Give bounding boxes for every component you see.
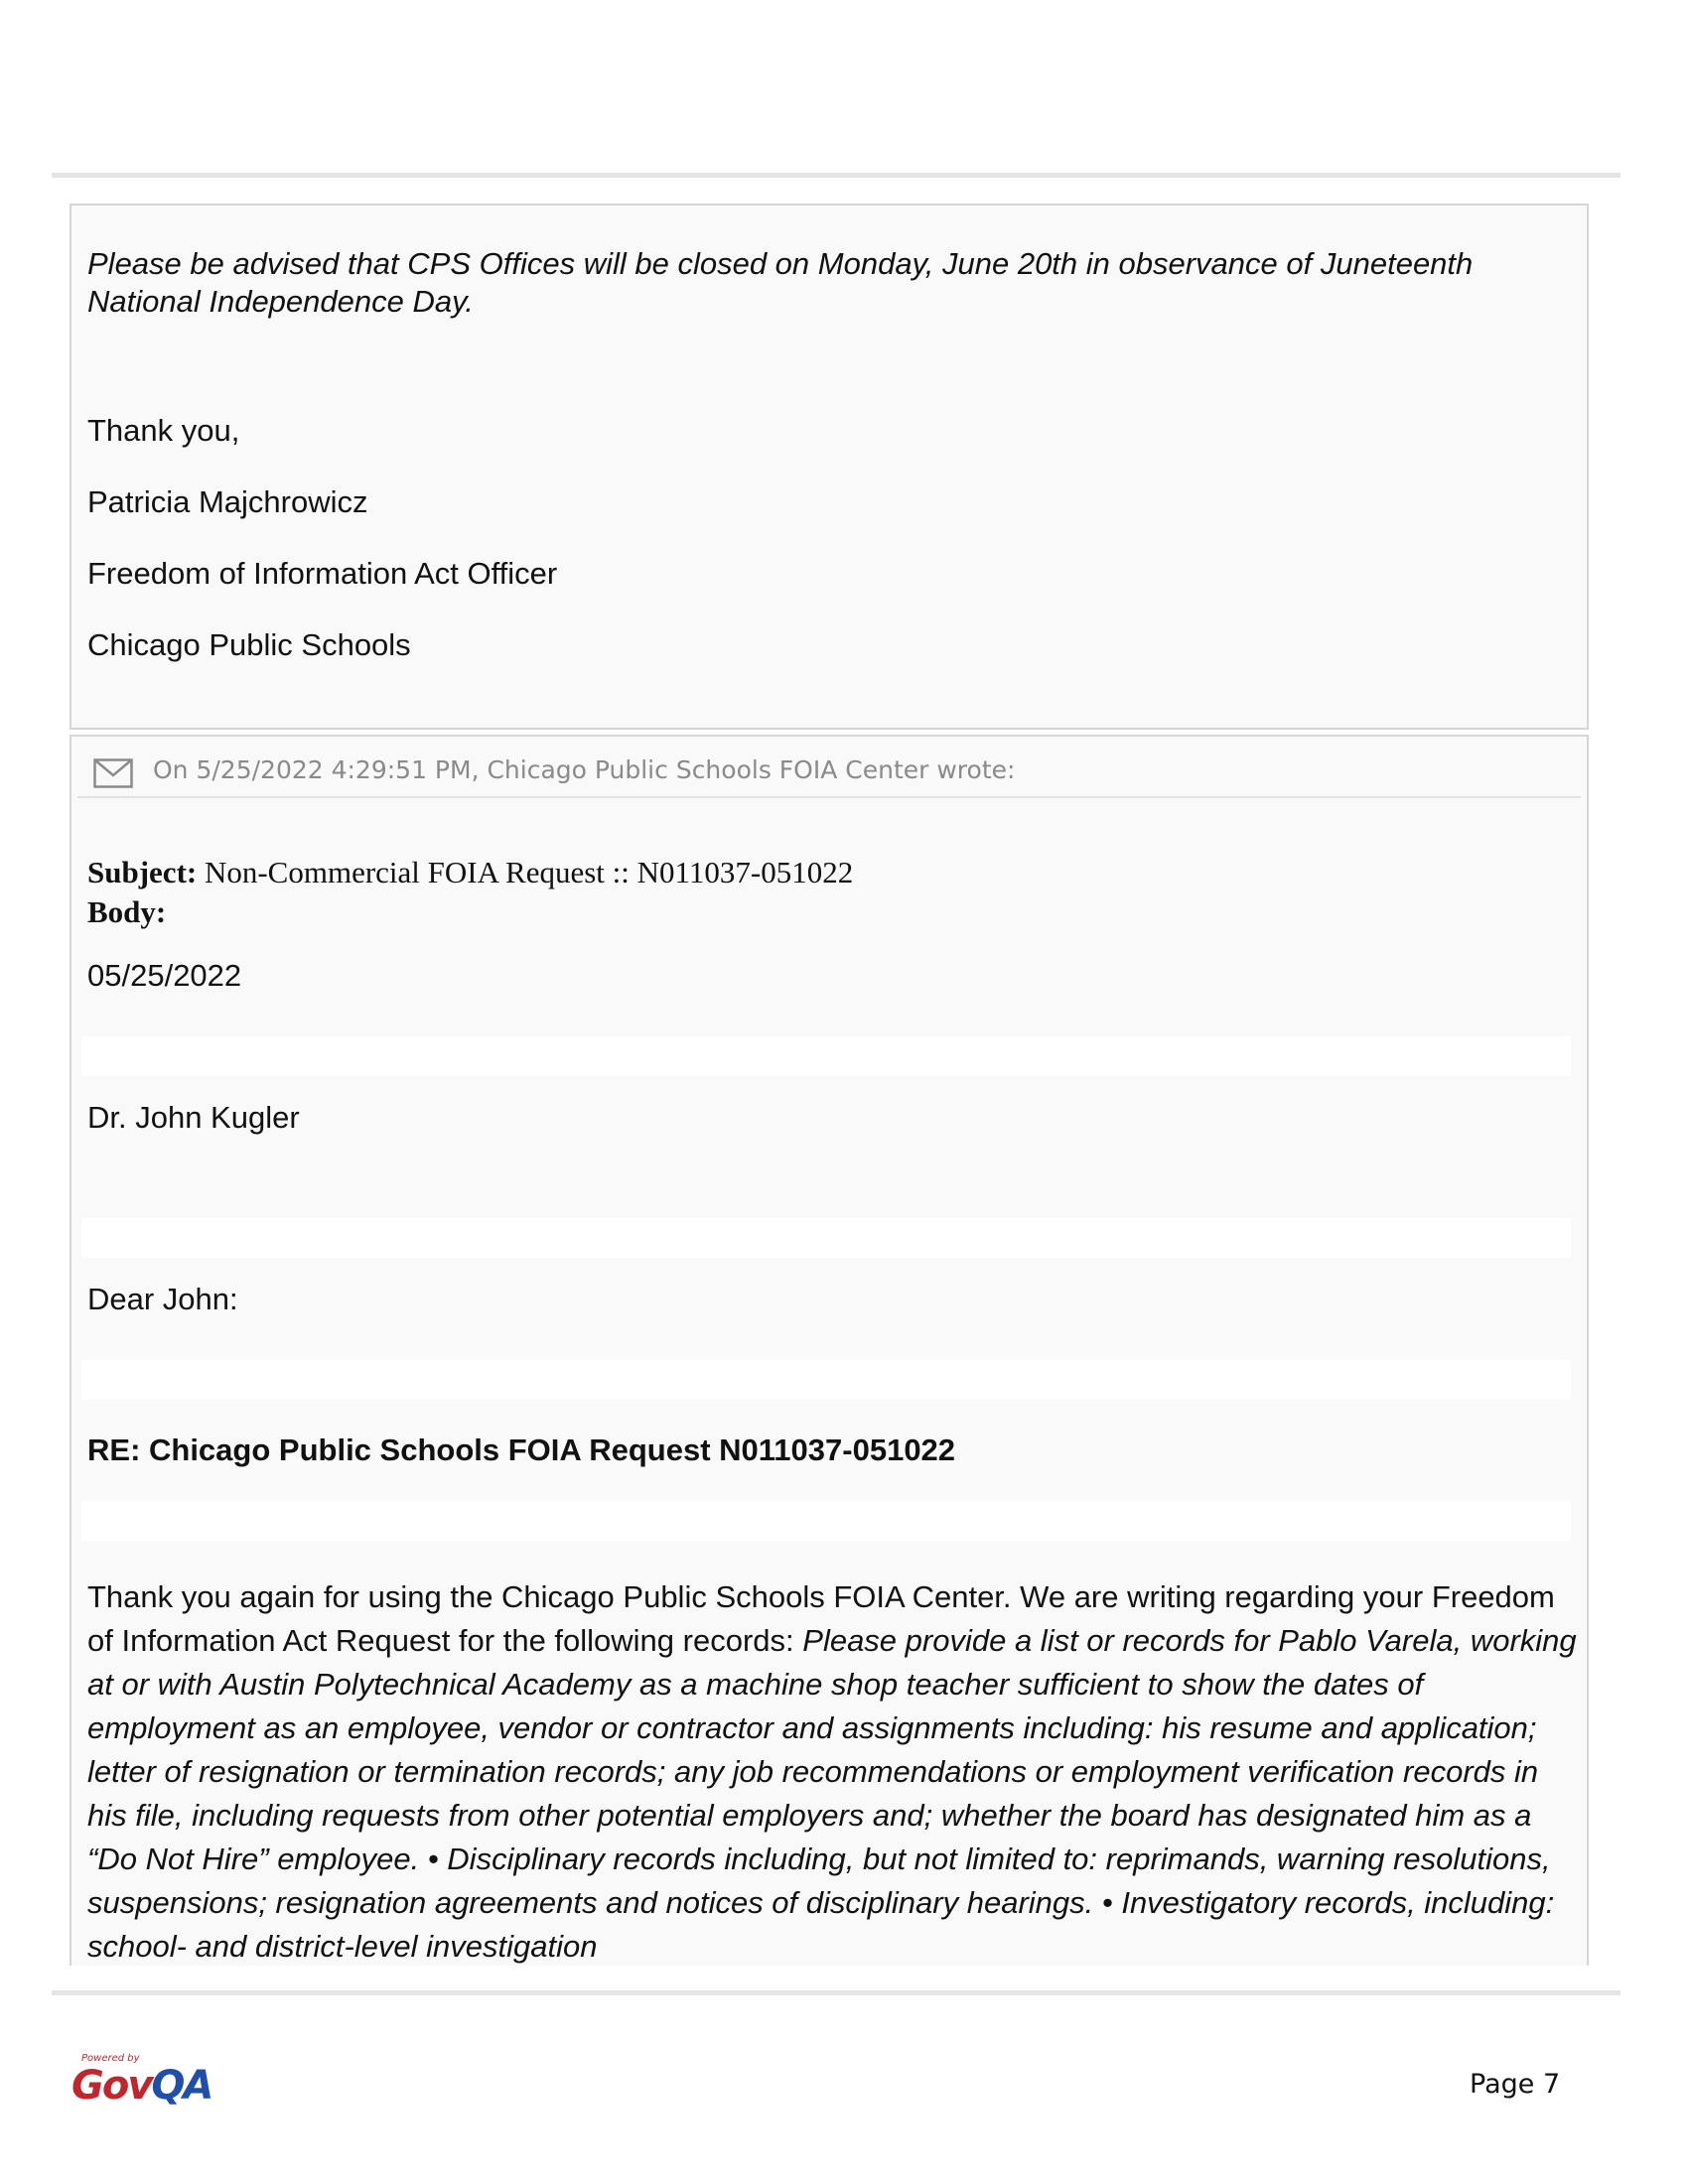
signature-closing: Thank you, — [87, 413, 240, 448]
salutation: Dear John: — [87, 1282, 238, 1316]
brand-wordmark — [71, 2063, 211, 2109]
powered-by-text: Powered by — [81, 2053, 140, 2064]
body-line — [87, 893, 166, 931]
subject-label: Subject: — [87, 855, 198, 889]
signature-title: Freedom of Information Act Officer — [87, 556, 558, 591]
signature-organization: Chicago Public Schools — [87, 627, 411, 662]
spacer-band — [81, 1360, 1571, 1400]
signature-name: Patricia Majchrowicz — [87, 484, 368, 519]
body-label: Body: — [87, 894, 167, 929]
brand-gov: Gov — [71, 2063, 152, 2109]
bottom-divider — [52, 1990, 1620, 1995]
brand-qa: QA — [151, 2063, 212, 2109]
spacer-band — [81, 1218, 1571, 1258]
request-paragraph — [87, 1575, 1577, 1969]
subject-value: Non-Commercial FOIA Request :: N011037-051022 — [204, 855, 854, 889]
recipient-name: Dr. John Kugler — [87, 1100, 300, 1135]
re-line: RE: Chicago Public Schools FOIA Request N011037-051022 — [87, 1433, 956, 1467]
letter-date: 05/25/2022 — [87, 958, 242, 993]
top-divider — [52, 173, 1620, 178]
message-panel-reply — [70, 204, 1589, 730]
page-number: Page 7 — [1470, 2069, 1561, 2100]
quoted-message-header[interactable] — [77, 743, 1581, 798]
office-closure-notice: Please be advised that CPS Offices will be closed on Monday, June 20th in observance of Juneteenth National Independence Day. — [87, 246, 1474, 319]
spacer-band — [81, 1501, 1571, 1541]
subject-line — [87, 854, 853, 891]
request-description: Please provide a list or records for Pablo Varela, working at or with Austin Polytechnical Academy as a machine shop teacher sufficient to show the dates of employment as an employee, vendor or contractor and assignments including: his resume and application; letter of resignation or termination records; any job recommendations or employment verification records in his file, including requests from other potential employers and; whether the board has designated him as a “Do Not Hire” employee. • Disciplinary records including, but not limited to: reprimands, warning resolutions, suspensions; resignation agreements and notices of disciplinary hearings. • Investigatory records, including: school- and district-level investigation — [87, 1623, 1577, 1964]
request-intro: Thank you again for using the Chicago Public Schools FOIA Center. We are writing regarding your Freedom of Information Act Request for the following records: — [87, 1579, 1555, 1658]
envelope-icon — [93, 758, 133, 788]
wrote-line: On 5/25/2022 4:29:51 PM, Chicago Public Schools FOIA Center wrote: — [153, 755, 1016, 784]
spacer-band — [81, 1036, 1571, 1076]
message-panel-original — [70, 735, 1589, 1966]
govqa-logo — [71, 2053, 211, 2113]
